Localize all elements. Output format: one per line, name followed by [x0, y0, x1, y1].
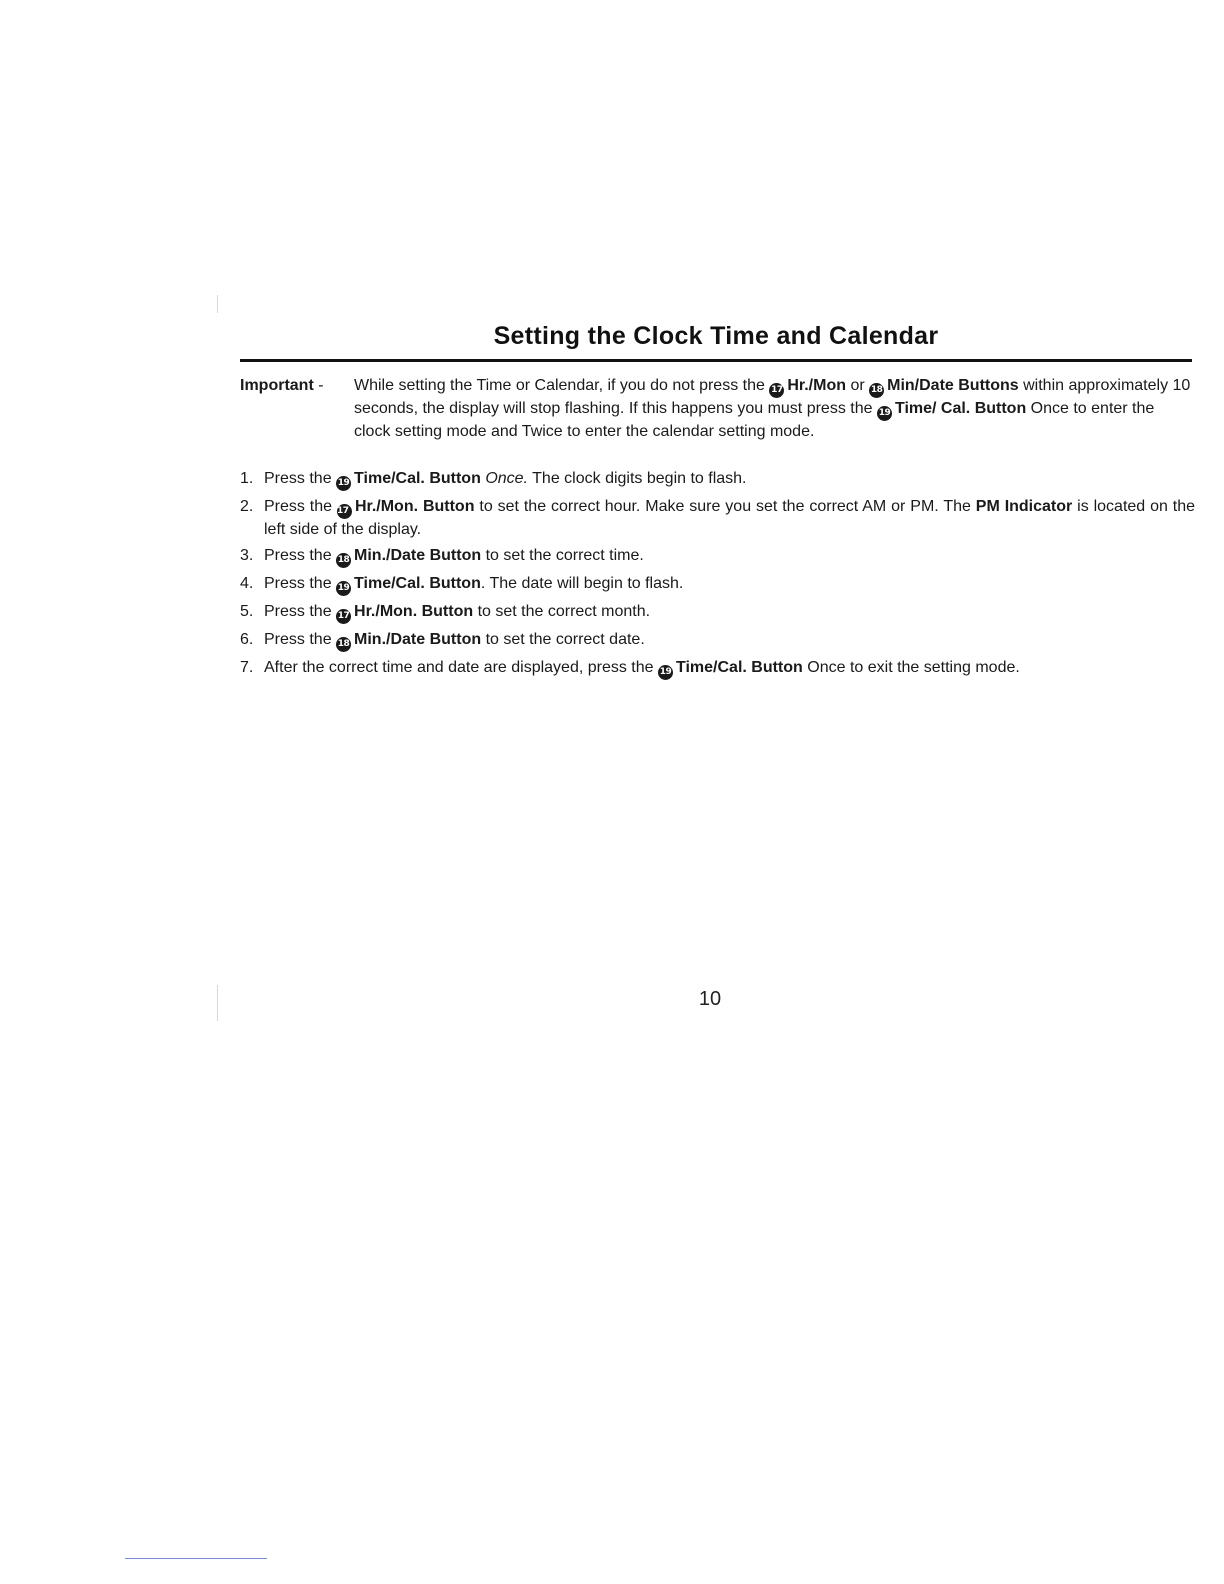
button-19-icon: 19 — [658, 665, 673, 680]
list-item: 7. After the correct time and date are displayed, press the 19 Time/Cal. Button Once to exit the setting mode. — [240, 657, 1195, 680]
list-item: 6. Press the 18 Min./Date Button to set the correct date. — [240, 629, 1195, 652]
list-item: 5. Press the 17 Hr./Mon. Button to set the correct month. — [240, 601, 1195, 624]
list-item: 2. Press the 17 Hr./Mon. Button to set the correct hour. Make sure you set the correct AM or PM. The PM Indicator is located on the left side of the display. — [240, 498, 1196, 538]
page-title: Setting the Clock Time and Calendar — [493, 322, 939, 350]
button-19-icon: 19 — [336, 581, 351, 596]
button-19-icon: 19 — [877, 406, 892, 421]
important-label: Important - — [240, 377, 324, 394]
bottom-rule — [125, 1558, 267, 1559]
button-17-icon: 17 — [336, 609, 351, 624]
list-item: 1. Press the 19 Time/Cal. Button Once. The clock digits begin to flash. — [240, 468, 1195, 491]
list-item: 3. Press the 18 Min./Date Button to set the correct time. — [240, 545, 1195, 568]
button-18-icon: 18 — [869, 383, 884, 398]
button-18-icon: 18 — [336, 637, 351, 652]
important-note — [240, 375, 1195, 442]
list-item: 4. Press the 19 Time/Cal. Button. The date will begin to flash. — [240, 573, 1195, 596]
button-19-icon: 19 — [336, 476, 351, 491]
button-18-icon: 18 — [336, 553, 351, 568]
important-body: While setting the Time or Calendar, if you do not press the 17 Hr./Mon or 18 Min/Date Buttons within approximately 10 seconds, the display will stop flashing. If this happens you must press the 19 Time/ Cal. Button Once to enter the clock setting mode and Twice to enter the calendar setting mode. — [354, 377, 1191, 440]
title-divider — [240, 359, 1192, 362]
page-number: 10 — [698, 988, 722, 1010]
button-17-icon: 17 — [337, 504, 352, 519]
button-17-icon: 17 — [769, 383, 784, 398]
scan-margin-mark — [217, 295, 218, 313]
setting-steps-list — [240, 468, 1195, 685]
